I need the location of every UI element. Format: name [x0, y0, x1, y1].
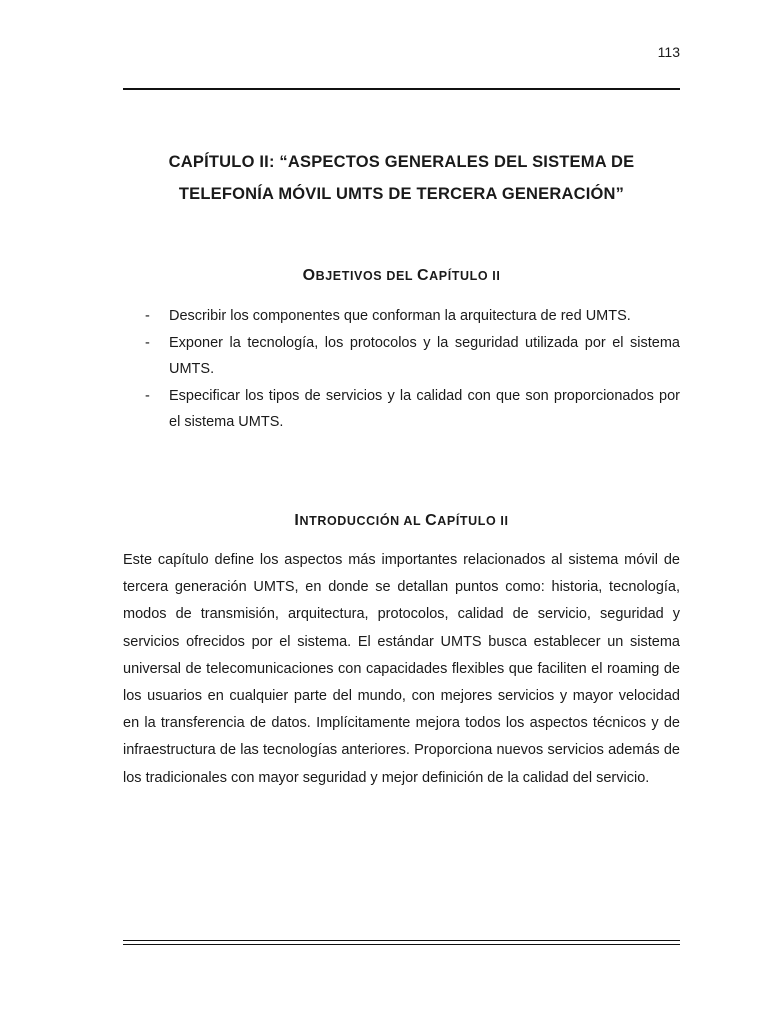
footer-rule: [123, 940, 680, 945]
chapter-title-line-1: CAPÍTULO II: “ASPECTOS GENERALES DEL SISTEMA DE: [168, 153, 635, 171]
objectives-heading-initial-2: C: [416, 267, 430, 284]
introduction-heading-part-1: NTRODUCCIÓN AL: [299, 514, 426, 528]
list-bullet: -: [145, 387, 150, 404]
list-item-text: Describir los componentes que conforman la arquitectura de red UMTS.: [169, 308, 631, 324]
introduction-heading: [123, 512, 680, 530]
objectives-heading: [123, 267, 680, 285]
list-item: [145, 330, 680, 383]
list-item-text: Exponer la tecnología, los protocolos y la seguridad utilizada por el sistema UMTS.: [169, 334, 680, 377]
introduction-heading-part-2: APÍTULO II: [437, 514, 509, 528]
list-item: [145, 383, 680, 436]
objectives-heading-part-2: APÍTULO II: [429, 269, 501, 283]
page-number: 113: [657, 44, 680, 60]
list-bullet: -: [145, 308, 150, 324]
introduction-heading-initial-2: C: [425, 512, 438, 529]
objectives-heading-initial: O: [302, 267, 316, 284]
objectives-list: [145, 303, 680, 436]
objectives-heading-part-1: BJETIVOS DEL: [315, 269, 417, 283]
introduction-paragraph: Este capítulo define los aspectos más importantes relacionados al sistema móvil de tercera generación UMTS, en donde se detallan puntos como: historia, tecnología, modos de transmisión, arquitectura, protocolos, calidad de servicio, seguridad y servicios ofrecidos por el sistema. El estándar UMTS busca establecer un sistema universal de telecomunicaciones con capacidades flexibles que faciliten el roaming de los usuarios en cualquier parte del mundo, con mejores servicios y mayor velocidad en la transferencia de datos. Implícitamente mejora todos los aspectos técnicos y de infraestructura de las tecnologías anteriores. Proporciona nuevos servicios además de los tradicionales con mayor seguridad y mejor definición de la calidad del servicio.: [123, 552, 680, 786]
list-item-text: Especificar los tipos de servicios y la calidad con que son proporcionados por el sistema UMTS.: [169, 387, 680, 430]
list-bullet: -: [145, 334, 150, 351]
list-item: [145, 303, 680, 330]
chapter-title-line-2: TELEFONÍA MÓVIL UMTS DE TERCERA GENERACIÓN”: [178, 185, 625, 203]
header-rule: [123, 88, 680, 90]
introduction-heading-initial: I: [294, 512, 300, 529]
chapter-title: [123, 146, 680, 210]
